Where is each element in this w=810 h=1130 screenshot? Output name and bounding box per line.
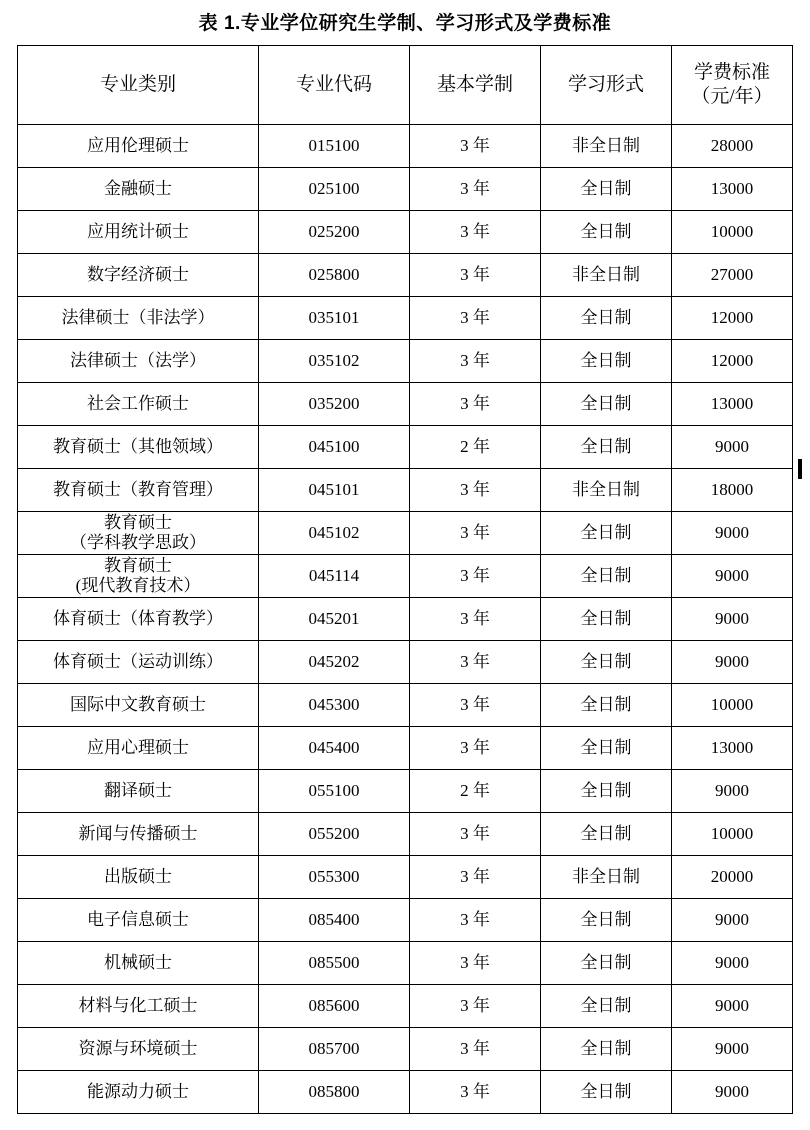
cell-code: 035102 [259,340,410,383]
margin-mark [798,459,802,479]
table-row [18,512,793,555]
cell-category: 体育硕士（运动训练） [18,641,259,684]
cell-fee: 18000 [672,469,793,512]
cell-code: 045201 [259,598,410,641]
cell-length: 3 年 [410,168,541,211]
cell-category: 资源与环境硕士 [18,1028,259,1071]
cell-fee: 10000 [672,813,793,856]
cell-form: 全日制 [541,942,672,985]
cell-category: 应用伦理硕士 [18,125,259,168]
cell-code: 045300 [259,684,410,727]
cell-code: 045102 [259,512,410,555]
cell-length: 3 年 [410,1071,541,1114]
cell-code: 025100 [259,168,410,211]
cell-category: 教育硕士（其他领域） [18,426,259,469]
cell-category-line1: 教育硕士 [104,555,172,575]
cell-code: 045100 [259,426,410,469]
cell-code: 045400 [259,727,410,770]
table-row [18,383,793,426]
cell-form: 全日制 [541,211,672,254]
table-row [18,770,793,813]
cell-length: 3 年 [410,211,541,254]
cell-code: 025800 [259,254,410,297]
cell-length: 3 年 [410,1028,541,1071]
cell-length: 3 年 [410,254,541,297]
column-header-category: 专业类别 [18,46,259,125]
cell-fee: 28000 [672,125,793,168]
table-row [18,813,793,856]
cell-code: 085400 [259,899,410,942]
table-row [18,684,793,727]
cell-fee: 10000 [672,684,793,727]
cell-form: 全日制 [541,985,672,1028]
cell-category-line2: (现代教育技术） [75,576,201,595]
cell-category: 出版硕士 [18,856,259,899]
table-row [18,426,793,469]
cell-form: 全日制 [541,512,672,555]
table-header [18,46,793,125]
table-row [18,555,793,598]
table-row [18,985,793,1028]
fee-standards-table [17,45,793,1114]
cell-category: 应用统计硕士 [18,211,259,254]
cell-length: 3 年 [410,512,541,555]
cell-form: 全日制 [541,727,672,770]
cell-form: 全日制 [541,340,672,383]
cell-length: 3 年 [410,813,541,856]
cell-length: 3 年 [410,125,541,168]
cell-form: 全日制 [541,684,672,727]
cell-length: 3 年 [410,555,541,598]
cell-code: 085700 [259,1028,410,1071]
table-row [18,469,793,512]
cell-category: 应用心理硕士 [18,727,259,770]
cell-form: 全日制 [541,641,672,684]
cell-fee: 9000 [672,641,793,684]
cell-form: 全日制 [541,1071,672,1114]
cell-form: 全日制 [541,168,672,211]
cell-category: 法律硕士（非法学） [18,297,259,340]
cell-fee: 9000 [672,426,793,469]
cell-length: 3 年 [410,469,541,512]
table-row [18,1028,793,1071]
table-row [18,856,793,899]
cell-length: 3 年 [410,856,541,899]
cell-category: 翻译硕士 [18,770,259,813]
cell-category: 新闻与传播硕士 [18,813,259,856]
table-row [18,727,793,770]
cell-fee: 9000 [672,942,793,985]
cell-form: 非全日制 [541,125,672,168]
cell-form: 全日制 [541,383,672,426]
cell-fee: 9000 [672,598,793,641]
page-title: 表 1.专业学位研究生学制、学习形式及学费标准 [198,13,612,34]
cell-category-line2: （学科教学思政） [70,533,206,552]
cell-code: 085800 [259,1071,410,1114]
cell-category-line1: 教育硕士 [104,512,172,532]
cell-form: 全日制 [541,770,672,813]
column-header-fee-line2: （元/年） [691,86,773,107]
cell-category: 机械硕士 [18,942,259,985]
cell-form: 全日制 [541,426,672,469]
cell-fee: 20000 [672,856,793,899]
cell-fee: 9000 [672,555,793,598]
cell-category: 能源动力硕士 [18,1071,259,1114]
cell-category: 体育硕士（体育教学） [18,598,259,641]
table-row [18,942,793,985]
cell-fee: 9000 [672,985,793,1028]
cell-fee: 9000 [672,899,793,942]
column-header-form: 学习形式 [541,46,672,125]
column-header-fee-line1: 学费标准 [693,62,770,84]
column-header-code: 专业代码 [259,46,410,125]
cell-length: 2 年 [410,426,541,469]
cell-length: 3 年 [410,899,541,942]
column-header-length: 基本学制 [410,46,541,125]
cell-fee: 9000 [672,1071,793,1114]
cell-length: 3 年 [410,383,541,426]
cell-fee: 9000 [672,512,793,555]
table-row [18,211,793,254]
cell-length: 3 年 [410,598,541,641]
cell-length: 3 年 [410,942,541,985]
cell-form: 全日制 [541,598,672,641]
cell-category: 数字经济硕士 [18,254,259,297]
table-row [18,125,793,168]
cell-code: 055100 [259,770,410,813]
cell-code: 045114 [259,555,410,598]
cell-fee: 13000 [672,168,793,211]
cell-fee: 9000 [672,770,793,813]
cell-length: 3 年 [410,684,541,727]
table-row [18,1071,793,1114]
table-body [18,125,793,1114]
cell-category: 社会工作硕士 [18,383,259,426]
cell-code: 015100 [259,125,410,168]
cell-length: 2 年 [410,770,541,813]
cell-form: 全日制 [541,297,672,340]
cell-form: 非全日制 [541,856,672,899]
cell-fee: 12000 [672,340,793,383]
cell-fee: 13000 [672,727,793,770]
cell-length: 3 年 [410,727,541,770]
cell-code: 025200 [259,211,410,254]
cell-form: 全日制 [541,899,672,942]
cell-category: 国际中文教育硕士 [18,684,259,727]
cell-code: 035101 [259,297,410,340]
table-row [18,340,793,383]
table-row [18,254,793,297]
cell-category [18,512,259,555]
cell-code: 055300 [259,856,410,899]
table-row [18,641,793,684]
cell-form: 全日制 [541,1028,672,1071]
cell-length: 3 年 [410,340,541,383]
cell-fee: 27000 [672,254,793,297]
cell-fee: 10000 [672,211,793,254]
cell-fee: 13000 [672,383,793,426]
table-row [18,899,793,942]
cell-category: 材料与化工硕士 [18,985,259,1028]
cell-category: 电子信息硕士 [18,899,259,942]
cell-category: 法律硕士（法学） [18,340,259,383]
cell-code: 085600 [259,985,410,1028]
cell-category: 教育硕士（教育管理） [18,469,259,512]
cell-code: 045202 [259,641,410,684]
cell-length: 3 年 [410,297,541,340]
table-header-row [18,46,793,125]
cell-length: 3 年 [410,641,541,684]
cell-category: 金融硕士 [18,168,259,211]
cell-fee: 12000 [672,297,793,340]
cell-form: 全日制 [541,555,672,598]
cell-code: 085500 [259,942,410,985]
cell-length: 3 年 [410,985,541,1028]
table-row [18,168,793,211]
cell-code: 045101 [259,469,410,512]
cell-code: 035200 [259,383,410,426]
table-row [18,598,793,641]
column-header-fee [672,46,793,125]
cell-form: 全日制 [541,813,672,856]
cell-form: 非全日制 [541,254,672,297]
cell-code: 055200 [259,813,410,856]
cell-fee: 9000 [672,1028,793,1071]
cell-form: 非全日制 [541,469,672,512]
cell-category [18,555,259,598]
table-row [18,297,793,340]
